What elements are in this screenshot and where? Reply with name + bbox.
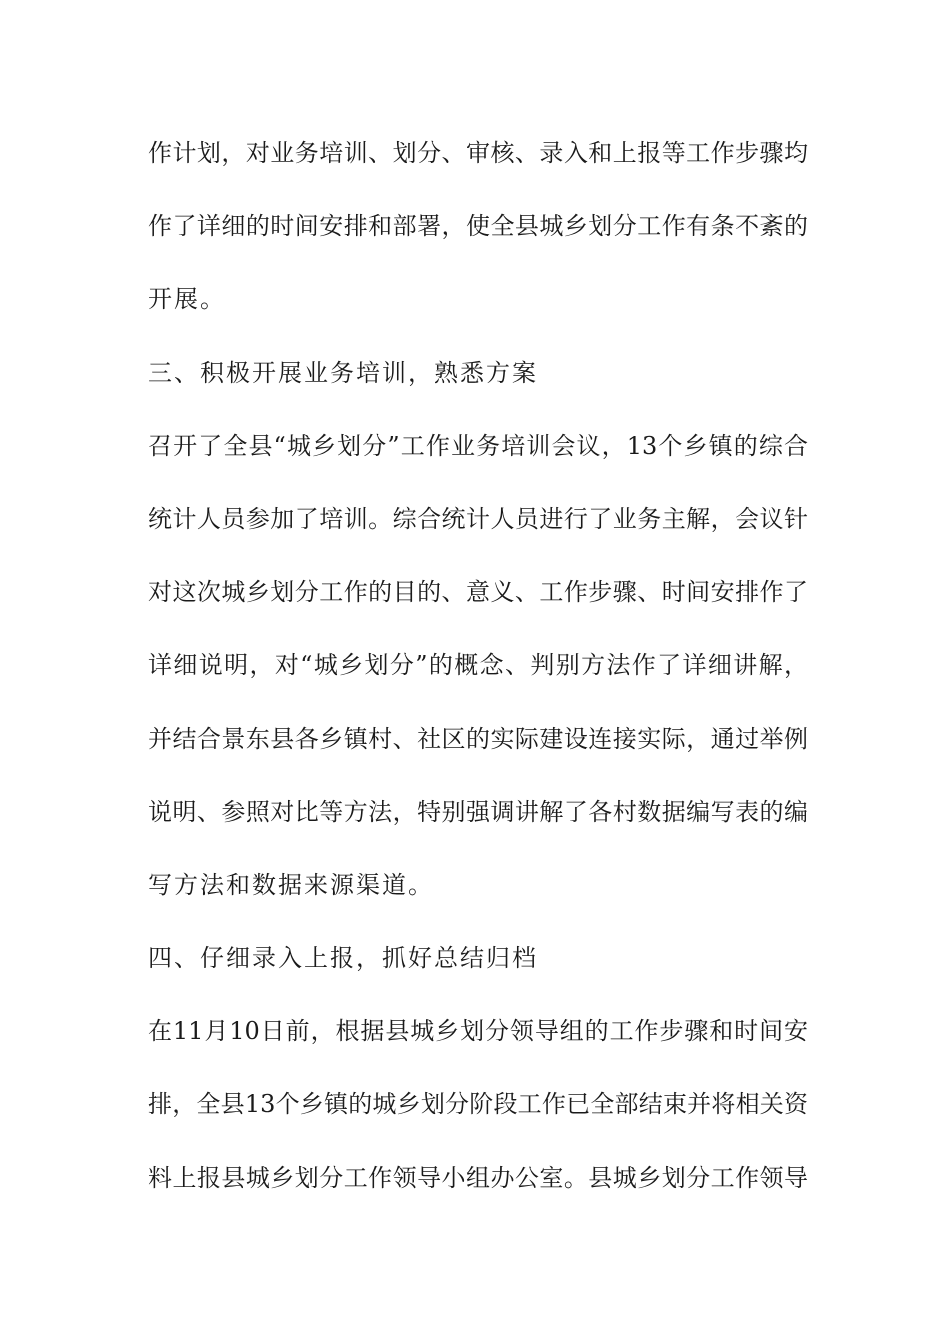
body-text — [148, 128, 808, 1226]
text-line-8: 详细说明，对“城乡划分”的概念、判别方法作了详细讲解， — [148, 651, 808, 680]
text-line-6: 统计人员参加了培训。综合统计人员进行了业务主解，会议针 — [148, 504, 808, 533]
text-line-13: 在11月10日前，根据县城乡划分领导组的工作步骤和时间安 — [148, 1017, 808, 1046]
text-line-14: 排，全县13个乡镇的城乡划分阶段工作已全部结束并将相关资 — [148, 1090, 808, 1119]
text-line-9: 并结合景东县各乡镇村、社区的实际建设连接实际，通过举例 — [148, 724, 808, 753]
text-line-11: 写方法和数据来源渠道。 — [148, 870, 434, 899]
text-line-2: 作了详细的时间安排和部署，使全县城乡划分工作有条不紊的 — [148, 212, 808, 241]
text-line-10: 说明、参照对比等方法，特别强调讲解了各村数据编写表的编 — [148, 797, 808, 826]
text-line-7: 对这次城乡划分工作的目的、意义、工作步骤、时间安排作了 — [148, 578, 808, 607]
section-heading-4: 四、仔细录入上报，抓好总结归档 — [148, 944, 538, 973]
text-line-15: 料上报县城乡划分工作领导小组办公室。县城乡划分工作领导 — [148, 1163, 808, 1192]
text-line-1: 作计划，对业务培训、划分、审核、录入和上报等工作步骤均 — [148, 139, 808, 167]
text-line-5: 召开了全县“城乡划分”工作业务培训会议，13个乡镇的综合 — [148, 431, 808, 460]
section-heading-3: 三、积极开展业务培训，熟悉方案 — [148, 358, 538, 387]
text-line-3: 开展。 — [148, 285, 226, 314]
